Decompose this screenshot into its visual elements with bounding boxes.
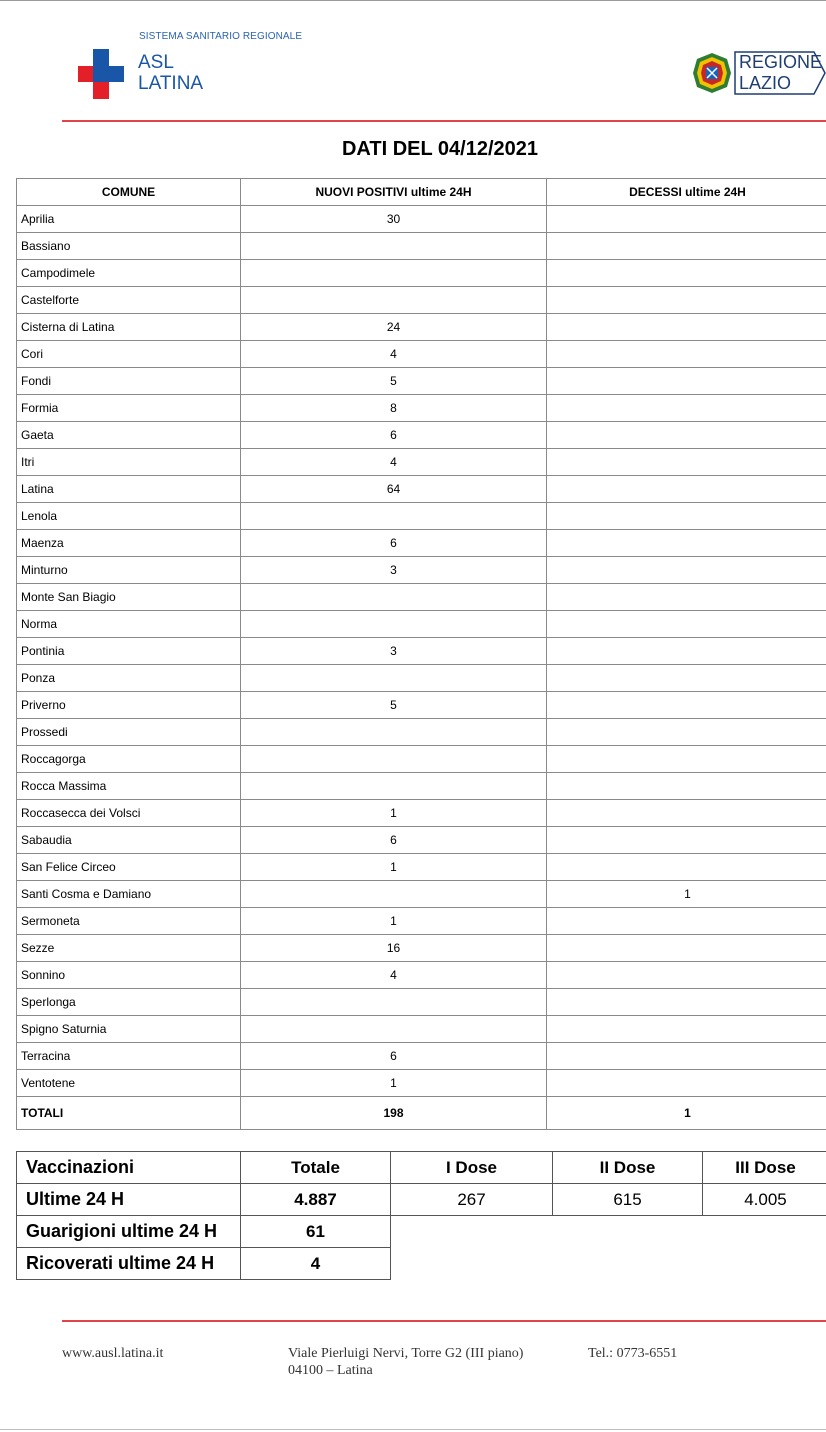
decessi-cell	[547, 557, 826, 584]
decessi-cell	[547, 773, 826, 800]
nuovi-positivi-cell	[241, 233, 547, 260]
nuovi-positivi-cell	[241, 881, 547, 908]
comune-cell: Spigno Saturnia	[17, 1016, 241, 1043]
nuovi-positivi-cell: 3	[241, 638, 547, 665]
comune-cell: Roccasecca dei Volsci	[17, 800, 241, 827]
header-nuovi-positivi: NUOVI POSITIVI ultime 24H	[241, 179, 547, 206]
table-row	[17, 206, 826, 233]
nuovi-positivi-cell	[241, 1016, 547, 1043]
table-row	[17, 476, 826, 503]
nuovi-positivi-cell	[241, 584, 547, 611]
nuovi-positivi-cell: 64	[241, 476, 547, 503]
comuni-table	[16, 178, 826, 1130]
vax-col-dose1: I Dose	[391, 1152, 553, 1184]
table-row	[17, 854, 826, 881]
comune-cell: Ventotene	[17, 1070, 241, 1097]
comune-cell: Sonnino	[17, 962, 241, 989]
vax-col-dose3: III Dose	[703, 1152, 826, 1184]
table-row	[17, 1016, 826, 1043]
decessi-cell	[547, 341, 826, 368]
decessi-cell: 1	[547, 881, 826, 908]
table-row	[17, 800, 826, 827]
comune-cell: Sermoneta	[17, 908, 241, 935]
comune-cell: Formia	[17, 395, 241, 422]
table-row	[17, 503, 826, 530]
totals-row	[17, 1097, 826, 1130]
decessi-cell	[547, 314, 826, 341]
ssr-label: SISTEMA SANITARIO REGIONALE	[139, 31, 303, 42]
nuovi-positivi-cell: 4	[241, 449, 547, 476]
comune-cell: Minturno	[17, 557, 241, 584]
decessi-cell	[547, 368, 826, 395]
region-line-1: REGIONE	[739, 52, 823, 72]
vax-dose3: 4.005	[703, 1184, 826, 1216]
footer-address-line-2: 04100 – Latina	[288, 1363, 373, 1378]
vax-dose2: 615	[553, 1184, 703, 1216]
table-row	[17, 530, 826, 557]
ricoverati-value: 4	[241, 1248, 391, 1280]
nuovi-positivi-cell: 3	[241, 557, 547, 584]
comune-cell: San Felice Circeo	[17, 854, 241, 881]
decessi-cell	[547, 692, 826, 719]
footer-divider	[62, 1320, 826, 1322]
comune-cell: Rocca Massima	[17, 773, 241, 800]
vax-col-dose2: II Dose	[553, 1152, 703, 1184]
decessi-cell	[547, 854, 826, 881]
vax-values-row	[17, 1184, 826, 1216]
comune-cell: Ponza	[17, 665, 241, 692]
nuovi-positivi-cell	[241, 746, 547, 773]
decessi-cell	[547, 422, 826, 449]
header-comune: COMUNE	[17, 179, 241, 206]
table-row	[17, 233, 826, 260]
decessi-cell	[547, 530, 826, 557]
asl-line-2: LATINA	[138, 73, 204, 94]
decessi-cell	[547, 719, 826, 746]
decessi-cell	[547, 260, 826, 287]
nuovi-positivi-cell: 1	[241, 854, 547, 881]
nuovi-positivi-cell: 24	[241, 314, 547, 341]
nuovi-positivi-cell	[241, 665, 547, 692]
table-row	[17, 908, 826, 935]
comune-cell: Fondi	[17, 368, 241, 395]
footer-address	[288, 1345, 523, 1379]
comune-cell: Castelforte	[17, 287, 241, 314]
vax-dose1: 267	[391, 1184, 553, 1216]
decessi-cell	[547, 638, 826, 665]
footer-website[interactable]: www.ausl.latina.it	[62, 1346, 164, 1361]
comune-cell: Pontinia	[17, 638, 241, 665]
nuovi-positivi-cell: 4	[241, 341, 547, 368]
decessi-cell	[547, 476, 826, 503]
vax-title: Vaccinazioni	[17, 1152, 241, 1184]
nuovi-positivi-cell: 1	[241, 1070, 547, 1097]
nuovi-positivi-cell	[241, 773, 547, 800]
comune-cell: Gaeta	[17, 422, 241, 449]
guarigioni-value: 61	[241, 1216, 391, 1248]
footer-address-line-1: Viale Pierluigi Nervi, Torre G2 (III piano)	[288, 1346, 524, 1361]
comune-cell: Maenza	[17, 530, 241, 557]
comune-cell: Prossedi	[17, 719, 241, 746]
nuovi-positivi-cell: 8	[241, 395, 547, 422]
table-row	[17, 422, 826, 449]
vax-header-row	[17, 1152, 826, 1184]
table-row	[17, 962, 826, 989]
table-row	[17, 1043, 826, 1070]
totals-positivi: 198	[241, 1097, 547, 1130]
comune-cell: Roccagorga	[17, 746, 241, 773]
header-decessi: DECESSI ultime 24H	[547, 179, 826, 206]
comune-cell: Sezze	[17, 935, 241, 962]
comune-cell: Latina	[17, 476, 241, 503]
region-line-2: LAZIO	[739, 73, 792, 93]
table-row	[17, 287, 826, 314]
nuovi-positivi-cell	[241, 503, 547, 530]
nuovi-positivi-cell	[241, 719, 547, 746]
decessi-cell	[547, 584, 826, 611]
table-row	[17, 314, 826, 341]
table-row	[17, 395, 826, 422]
nuovi-positivi-cell: 6	[241, 1043, 547, 1070]
comune-cell: Campodimele	[17, 260, 241, 287]
document-title: DATI DEL 04/12/2021	[341, 138, 539, 160]
table-row	[17, 341, 826, 368]
comune-cell: Cisterna di Latina	[17, 314, 241, 341]
nuovi-positivi-cell	[241, 989, 547, 1016]
decessi-cell	[547, 746, 826, 773]
nuovi-positivi-cell: 5	[241, 368, 547, 395]
vax-col-totale: Totale	[241, 1152, 391, 1184]
ricoverati-row	[17, 1248, 826, 1280]
decessi-cell	[547, 800, 826, 827]
decessi-cell	[547, 1016, 826, 1043]
decessi-cell	[547, 935, 826, 962]
table-row	[17, 935, 826, 962]
comune-cell: Itri	[17, 449, 241, 476]
regione-lazio-emblem-icon	[691, 51, 733, 95]
table-row	[17, 719, 826, 746]
decessi-cell	[547, 665, 826, 692]
decessi-cell	[547, 503, 826, 530]
comune-cell: Aprilia	[17, 206, 241, 233]
comune-cell: Sabaudia	[17, 827, 241, 854]
regione-lazio-name	[739, 52, 822, 94]
asl-cross-logo-icon	[78, 49, 124, 99]
comune-cell: Bassiano	[17, 233, 241, 260]
bottom-border	[0, 1429, 826, 1430]
nuovi-positivi-cell	[241, 611, 547, 638]
nuovi-positivi-cell: 16	[241, 935, 547, 962]
table-row	[17, 611, 826, 638]
table-header-row	[17, 179, 826, 206]
totals-decessi: 1	[547, 1097, 826, 1130]
comune-cell: Cori	[17, 341, 241, 368]
table-row	[17, 449, 826, 476]
decessi-cell	[547, 449, 826, 476]
nuovi-positivi-cell: 4	[241, 962, 547, 989]
nuovi-positivi-cell: 6	[241, 422, 547, 449]
table-row	[17, 557, 826, 584]
nuovi-positivi-cell: 1	[241, 800, 547, 827]
decessi-cell	[547, 989, 826, 1016]
totals-label: TOTALI	[17, 1097, 241, 1130]
decessi-cell	[547, 287, 826, 314]
guarigioni-row	[17, 1216, 826, 1248]
vax-totale: 4.887	[241, 1184, 391, 1216]
asl-name	[138, 52, 203, 94]
nuovi-positivi-cell: 30	[241, 206, 547, 233]
comune-cell: Priverno	[17, 692, 241, 719]
table-row	[17, 881, 826, 908]
nuovi-positivi-cell	[241, 287, 547, 314]
table-row	[17, 746, 826, 773]
top-border	[0, 0, 826, 1]
table-row	[17, 665, 826, 692]
guarigioni-label: Guarigioni ultime 24 H	[17, 1216, 241, 1248]
table-row	[17, 638, 826, 665]
table-row	[17, 1070, 826, 1097]
table-row	[17, 773, 826, 800]
comune-cell: Norma	[17, 611, 241, 638]
footer-phone: Tel.: 0773-6551	[588, 1346, 678, 1361]
table-row	[17, 989, 826, 1016]
vax-row-label: Ultime 24 H	[17, 1184, 241, 1216]
decessi-cell	[547, 827, 826, 854]
table-row	[17, 260, 826, 287]
table-row	[17, 692, 826, 719]
decessi-cell	[547, 206, 826, 233]
asl-line-1: ASL	[138, 52, 174, 73]
nuovi-positivi-cell: 5	[241, 692, 547, 719]
decessi-cell	[547, 962, 826, 989]
comune-cell: Santi Cosma e Damiano	[17, 881, 241, 908]
vaccination-table	[16, 1151, 826, 1280]
decessi-cell	[547, 395, 826, 422]
table-row	[17, 827, 826, 854]
comune-cell: Sperlonga	[17, 989, 241, 1016]
decessi-cell	[547, 1043, 826, 1070]
ricoverati-label: Ricoverati ultime 24 H	[17, 1248, 241, 1280]
table-row	[17, 584, 826, 611]
comune-cell: Terracina	[17, 1043, 241, 1070]
decessi-cell	[547, 611, 826, 638]
nuovi-positivi-cell	[241, 260, 547, 287]
nuovi-positivi-cell: 6	[241, 827, 547, 854]
nuovi-positivi-cell: 1	[241, 908, 547, 935]
decessi-cell	[547, 908, 826, 935]
table-row	[17, 368, 826, 395]
comune-cell: Monte San Biagio	[17, 584, 241, 611]
nuovi-positivi-cell: 6	[241, 530, 547, 557]
comune-cell: Lenola	[17, 503, 241, 530]
decessi-cell	[547, 1070, 826, 1097]
header-divider	[62, 120, 826, 122]
decessi-cell	[547, 233, 826, 260]
